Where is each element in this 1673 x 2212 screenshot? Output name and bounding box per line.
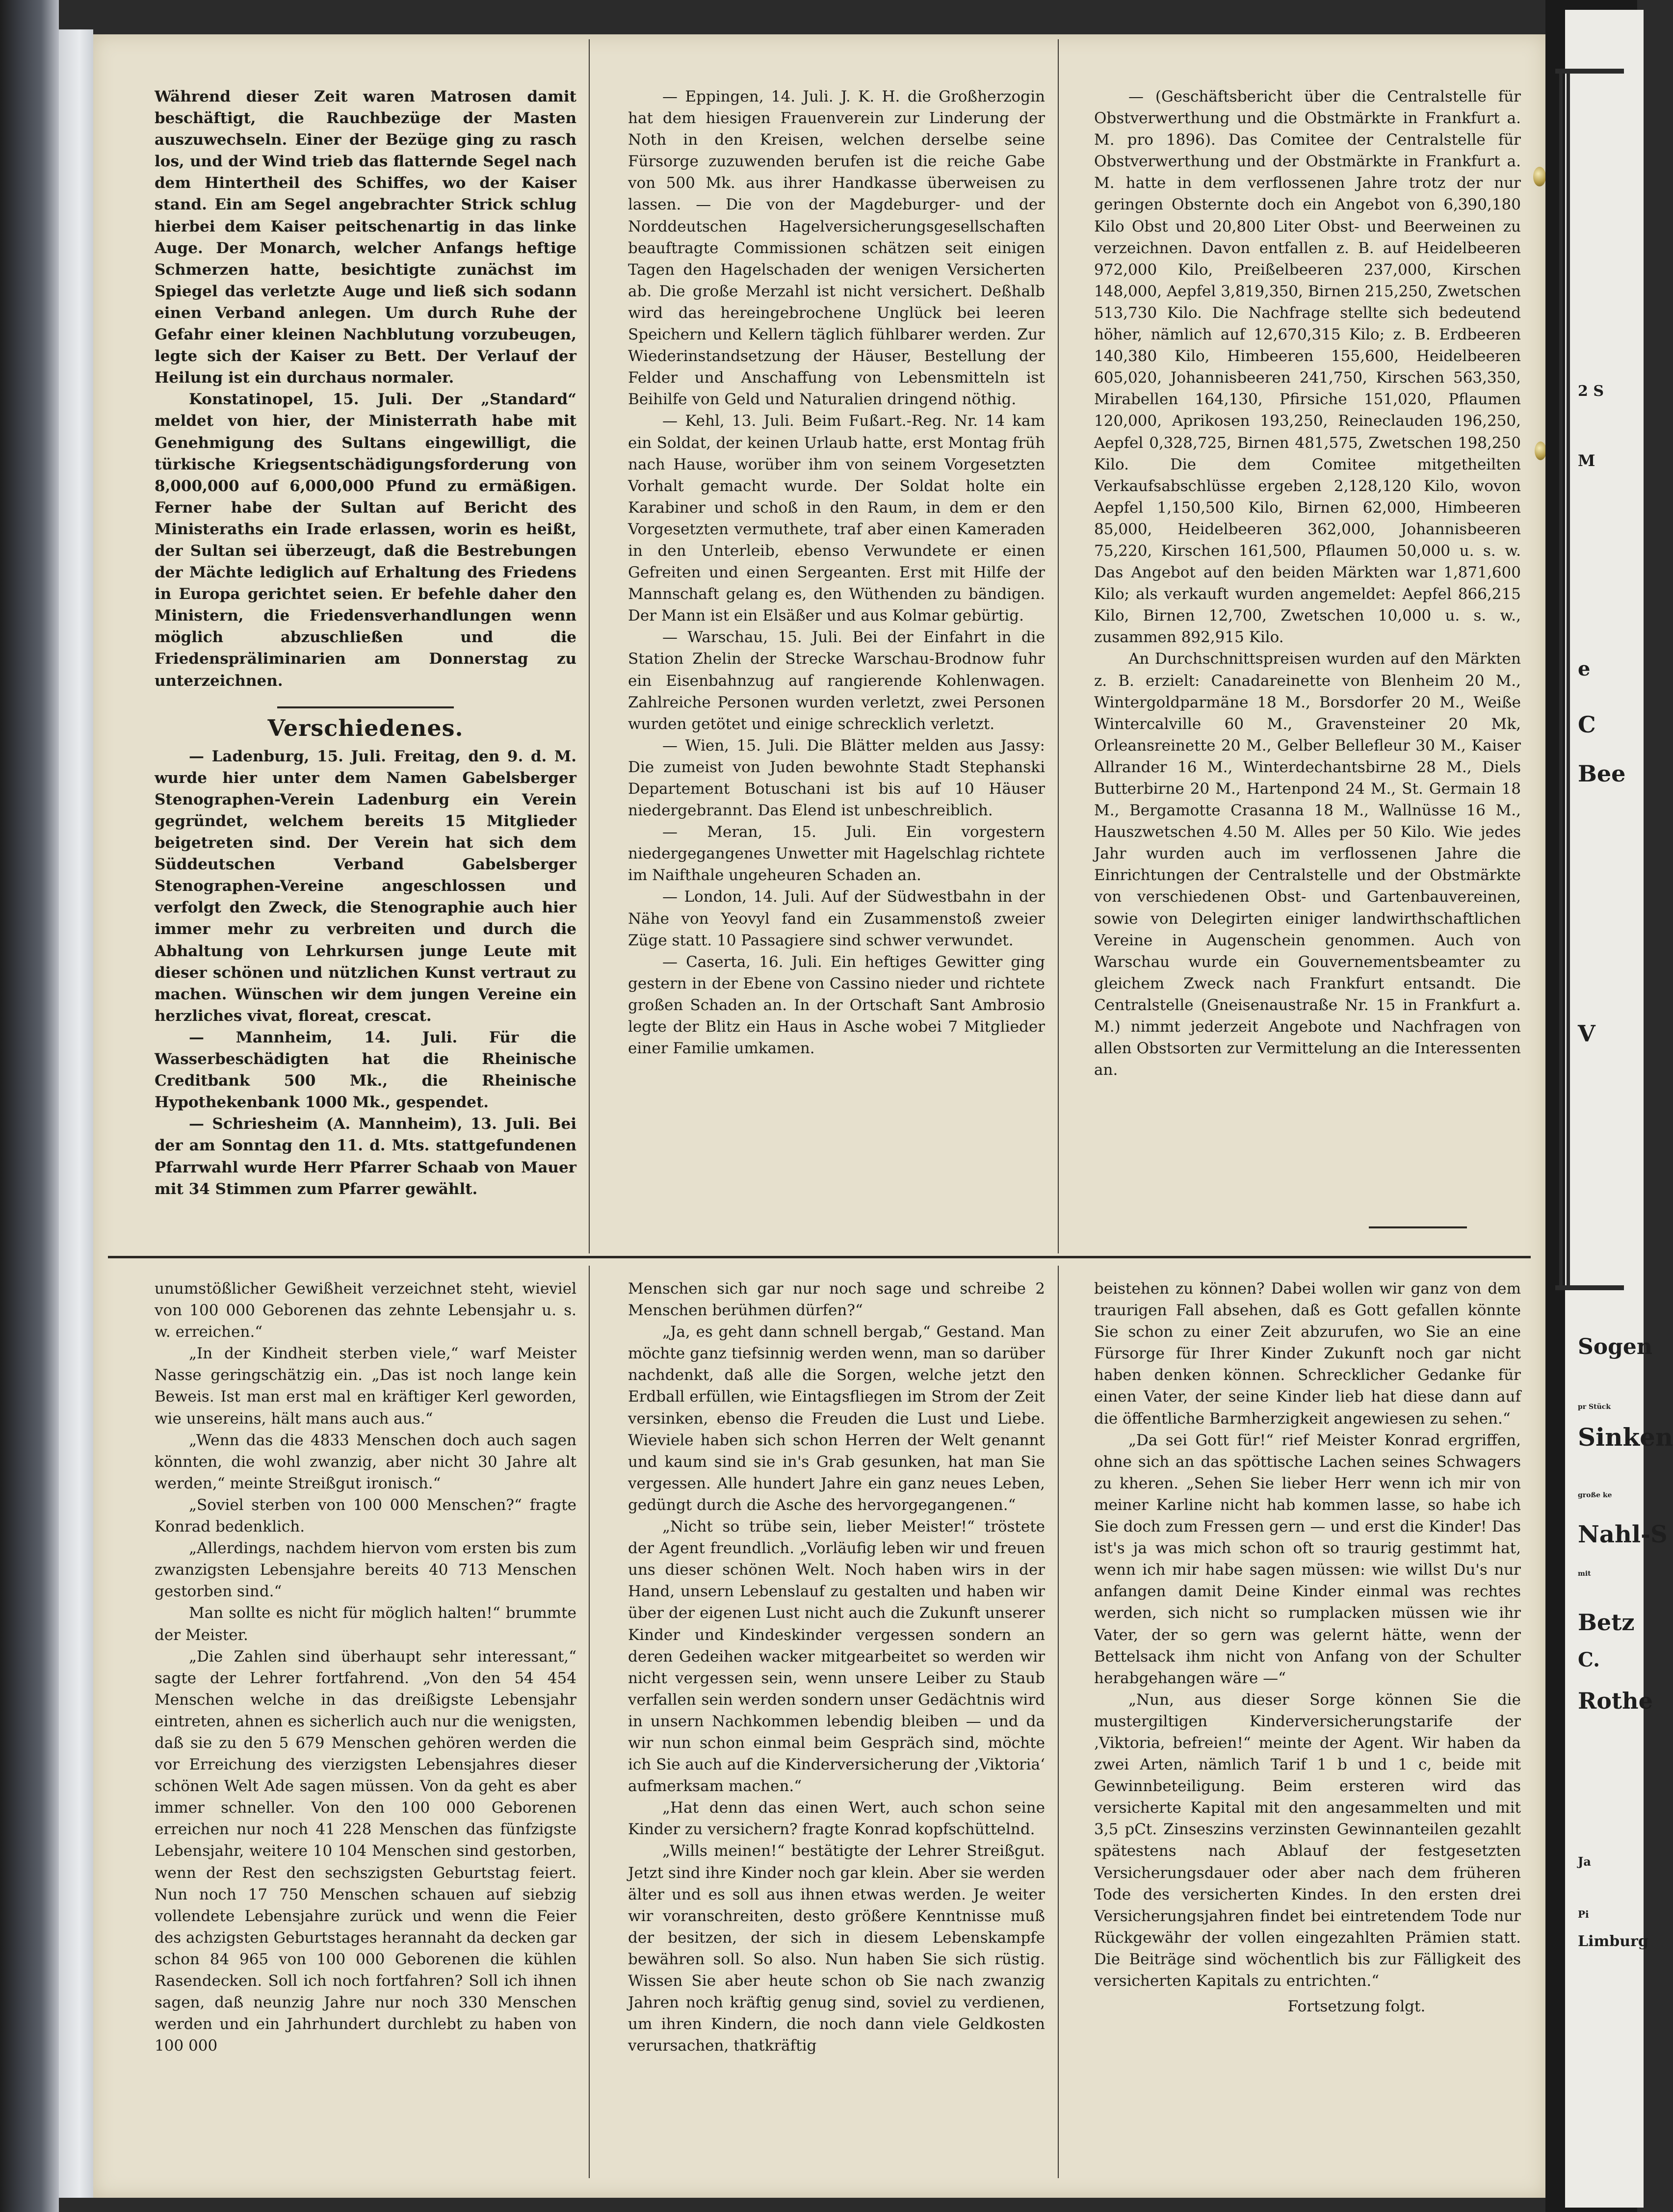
book-binding-edge	[0, 0, 59, 2212]
article-group-politics	[155, 86, 576, 692]
newspaper-page	[93, 34, 1545, 2198]
paragraph: An Durchschnittspreisen wurden auf den Märkten z. B. erzielt: Canadareinette von Blenheim 20 M., Wintergoldparmäne 18 M., Borsdorfer 20 M., Weiße Wintercalville 60 M., Gravensteiner 20 Mk, Orleansreinette 20 M., Gelber Bellefleur 30 M., Kaiser Allrander 16 M., Winterdechantsbirne 28 M., Diels Butterbirne 20 M., Hartenpond 24 M., St. Germain 18 M., Bergamotte Crasanna 18 M., Wallnüsse 16 M., Hauszwetschen 4.50 M. Alles per 50 Kilo. Wie jedes Jahr wurden auch im verflossenen Jahre die Einrichtungen der Centralstelle und der Obstmärkte von verschiedenen Obst- und Gartenbauvereinen, sowie von Delegirten einiger landwirthschaftlichen Vereine in Augenschein genommen. Auch von Warschau wurde ein Gouvernementsbeamter zu gleichem Zweck nach Frankfurt entsandt. Die Centralstelle (Gneisenaustraße Nr. 15 in Frankfurt a. M.) nimmt jederzeit Angebote und Nachfragen von allen Obstsorten zur Vermittelung an die Interessenten an.	[1094, 650, 1521, 1079]
adjacent-page-text-fragment: M	[1578, 451, 1595, 470]
adjacent-page-text-fragment: Limburg	[1578, 1933, 1648, 1950]
paragraph: „Nicht so trübe sein, lieber Meister!“ tröstete der Agent freundlich. „Vorläufig leben wir und freuen uns dieser schönen Welt. Noch haben wirs in der Hand, unsern Lebenslauf zu gestalten und haben wir über der eigenen Lust nicht auch die Zukunft unserer Kinder und Kindeskinder vergessen sondern an deren Gedeihen wacker mitgearbeitet so werden wir nicht vergessen sein, wenn unsere Leiber zu Staub verfallen sein werden sondern unser Gedächtnis wird in unsern Nachkommen lebendig bleiben — und da wir nun schon einmal beim Gespräch sind, möchte ich Sie auch auf die Kinderversicherung der ‚Viktoria‘ aufmerksam machen.“	[628, 1518, 1045, 1796]
paragraph: — Eppingen, 14. Juli. J. K. H. die Großherzogin hat dem hiesigen Frauenverein zur Linderung der Noth in den Kreisen, welchen derselbe seine Fürsorge zuzuwenden berufen ist die reiche Gabe von 500 Mk. aus ihrer Handkasse überweisen zu lassen. — Die von der Magdeburger- und der Norddeutschen Hagelversicherungsgesellschaften beauftragte Commissionen schätzen seit einigen Tagen den Hagelschaden der wenigen Versicherten ab. Die große Merzahl ist nicht versichert. Deßhalb wird das hereingebrochene Unglück bei leeren Speichern und Kellern täglich fühlbarer werden. Zur Wiederinstandsetzung der Häuser, Bestellung der Felder und Anschaffung von Lebensmitteln ist Beihilfe von Geld und Naturalien dringend nöthig.	[628, 88, 1045, 409]
adjacent-page-text-fragment: Nahl-S	[1578, 1521, 1668, 1548]
adjacent-page-rule	[1555, 69, 1624, 74]
section-divider-rule	[108, 1256, 1531, 1258]
adjacent-page-text-fragment: Pi	[1578, 1908, 1589, 1920]
column-divider-bottom-1	[589, 1266, 590, 2178]
paragraph: unumstößlicher Gewißheit verzeichnet steht, wieviel von 100 000 Geborenen das zehnte Lebensjahr u. s. w. erreichen.“	[155, 1280, 576, 1341]
adjacent-page-text-fragment: Sogen	[1578, 1334, 1652, 1359]
paragraph: — London, 14. Juli. Auf der Südwestbahn in der Nähe von Yeovyl fand ein Zusammenstoß zweier Züge statt. 10 Passagiere sind schwer verwundet.	[628, 888, 1045, 949]
continuation-note: Fortsetzung folgt.	[1287, 1998, 1426, 2016]
paragraph: „Die Zahlen sind überhaupt sehr interessant,“ sagte der Lehrer fortfahrend. „Von den 54 454 Menschen welche in das dreißigste Lebensjahr eintreten, ahnen es sicherlich auch nur die wenigsten, daß sie zu den 5 679 Menschen gehören werden die vor Erreichung des vierzigsten Lebensjahres dieser schönen Welt Ade sagen müssen. Von da geht es aber immer schneller. Von den 100 000 Geborenen erreichen nur noch 41 228 Menschen das fünfzigste Lebensjahr, weitere 10 104 Menschen sind gestorben, wenn der Rest den sechszigsten Geburtstag feiert. Nun noch 17 750 Menschen schauen auf siebzig vollendete Lebensjahre zurück und wenn die Feier des achzigsten Geburtstages herannaht da decken gar schon 84 965 von 100 000 Geborenen die kühlen Rasendecken. Soll ich noch fortfahren? Soll ich ihnen sagen, daß neunzig Jahre nur noch 330 Menschen werden und ein Jahrhundert durchlebt zu haben von 100 000	[155, 1647, 576, 2055]
column-divider-top-1	[589, 39, 590, 1253]
adjacent-page-text-fragment: C	[1578, 711, 1596, 738]
adjacent-page-text-fragment: Ja	[1578, 1854, 1591, 1869]
paragraph: — Schriesheim (A. Mannheim), 13. Juli. Bei der am Sonntag den 11. d. Mts. stattgefundenen Pfarrwahl wurde Herr Pfarrer Schaab von Mauer mit 34 Stimmen zum Pfarrer gewählt.	[155, 1115, 576, 1198]
feuilleton-text-3	[1094, 1278, 1521, 1992]
paragraph: „Allerdings, nachdem hiervon vom ersten bis zum zwanzigsten Lebensjahre bereits 40 713 Menschen gestorben sind.“	[155, 1539, 576, 1601]
paragraph: „Wills meinen!“ bestätigte der Lehrer Streißgut. Jetzt sind ihre Kinder noch gar klein. Aber sie werden älter und es soll aus ihnen etwas werden. Je weiter wir voranschreiten, desto größere Kenntnisse muß der besitzen, der sich in diesem Lebenskampfe bewähren soll. So also. Nun haben Sie sich rüstig. Wissen Sie aber heute schon ob Sie nach zwanzig Jahren noch kräftig genug sind, soviel zu verdienen, um ihren Kindern, die noch dann viele Geldkosten verursachen, thatkräftig	[628, 1842, 1045, 2055]
adjacent-page	[1545, 0, 1673, 2212]
adjacent-page-rule	[1555, 1285, 1624, 1290]
paragraph: — (Geschäftsbericht über die Centralstelle für Obstverwerthung und die Obstmärkte in Frankfurt a. M. pro 1896). Das Comitee der Centralstelle für Obstverwerthung und der Obstmärkte in Frankfurt a. M. hatte in dem verflossenen Jahre trotz der nur geringen Obsternte doch ein Angebot von 6,390,180 Kilo Obst und 20,800 Liter Obst- und Beerweinen zu verzeichnen. Davon entfallen z. B. auf Heidelbeeren 972,000 Kilo, Preißelbeeren 237,000, Kirschen 148,000, Aepfel 3,819,350, Birnen 215,250, Zwetschen 513,730 Kilo. Die Nachfrage stellte sich bedeutend höher, nämlich auf 12,670,315 Kilo; z. B. Erdbeeren 140,380 Kilo, Himbeeren 155,600, Heidelbeeren 605,020, Johannisbeeren 241,750, Kirschen 563,350, Mirabellen 164,130, Pfirsiche 151,020, Pflaumen 120,000, Aprikosen 193,250, Reineclauden 196,250, Aepfel 0,328,725, Birnen 481,575, Zwetschen 198,250 Kilo. Die dem Comitee mitgetheilten Verkaufsabschlüsse ergeben 2,128,120 Kilo, wovon Aepfel 1,150,500 Kilo, Birnen 62,000, Himbeeren 85,000, Heidelbeeren 362,000, Johannisbeeren 75,220, Kirschen 161,500, Pflaumen 50,000 u. s. w. Das Angebot auf den beiden Märkten war 1,871,600 Kilo; als verkauft wurden angemeldet: Aepfel 866,215 Kilo, Birnen 12,700, Zwetschen 10,000 u. s. w., zusammen 892,915 Kilo.	[1094, 88, 1521, 647]
paragraph: — Kehl, 13. Juli. Beim Fußart.-Reg. Nr. 14 kam ein Soldat, der keinen Urlaub hatte, erst Montag früh nach Hause, worüber ihm von seinem Vorgesetzten Vorhalt gemacht wurde. Der Soldat holte ein Karabiner und schoß in den Raum, in dem er den Vorgesetzten vermuthete, traf aber einen Kameraden in den Unterleib, ebenso Verwundete er einen Gefreiten und einen Sergeanten. Erst mit Hilfe der Mannschaft gelang es, den Wüthenden zu bändigen. Der Mann ist ein Elsäßer und aus Kolmar gebürtig.	[628, 412, 1045, 625]
paragraph: „Nun, aus dieser Sorge können Sie die mustergiltigen Kinderversicherungstarife der ‚Viktoria, befreien!“ meinte der Agent. Wir haben da zwei Arten, nämlich Tarif 1 b und 1 c, beide mit Gewinnbeteiligung. Beim ersteren wird das versicherte Kapital mit den angesammelten und mit 3,5 pCt. Zinseszins verzinsten Gewinnanteilen gezahlt spätestens nach Ablauf der festgesetzten Versicherungsdauer oder aber nach dem früheren Tode des versicherten Kindes. In den ersten drei Versicherungsjahren findet bei eintretendem Tode nur Rückgewähr der vollen eingezahlten Prämien statt. Die Beiträge sind wöchentlich bis zur Fälligkeit des versicherten Kapitals zu entrichten.“	[1094, 1691, 1521, 1990]
paragraph: „In der Kindheit sterben viele,“ warf Meister Nasse geringschätzig ein. „Das ist noch lange kein Beweis. Ist man erst mal en kräftiger Kerl geworden, wie unsereins, hält mans auch aus.“	[155, 1345, 576, 1428]
paragraph: — Wien, 15. Juli. Die Blätter melden aus Jassy: Die zumeist von Juden bewohnte Stadt Stephanski Departement Botuschani ist bis auf 10 Häuser niedergebrannt. Das Elend ist unbeschreiblich.	[628, 736, 1045, 820]
adjacent-page-text-fragment: Bee	[1578, 760, 1626, 787]
paragraph: „Da sei Gott für!“ rief Meister Konrad ergriffen, ohne sich an das spöttische Lachen seines Schwagers zu kheren. „Sehen Sie lieber Herr wenn ich mir von meiner Karline nicht hab kommen lasse, so habe ich Sie doch zum Fressen gern — und erst die Kinder! Das ist's ja was mich schon oft so traurig gestimmt hat, wenn ich mir habe sagen müssen: wie willst Du's nur anfangen damit Deine Kinder einmal was rechtes werden, sich nicht so rumplacken müssen wie ihr Vater, der so gern was gelernt hätte, wenn der Bettelsack ihm nicht von Anfang von der Schulter herabgehangen wäre —“	[1094, 1431, 1521, 1687]
adjacent-page-text-fragment: mit	[1578, 1570, 1591, 1578]
article-group-fruit-report	[1094, 86, 1521, 1081]
paragraph: — Warschau, 15. Juli. Bei der Einfahrt in die Station Zhelin der Strecke Warschau-Brodnow fuhr ein Eisenbahnzug auf rangierende Kohlenwagen. Zahlreiche Personen wurden verletzt, zwei Personen wurden getötet und einige schrecklich verletzt.	[628, 628, 1045, 733]
paragraph: „Ja, es geht dann schnell bergab,“ Gestand. Man möchte ganz tiefsinnig werden wenn, man so darüber nachdenkt, daß alle die Sorgen, welche jetzt den Erdball erfüllen, wie Eintagsfliegen im Strom der Zeit versinken, ebenso die Freuden die Lust und Liebe. Wieviele haben sich schon Herren der Welt genannt und kaum sind sie in's Grab gesunken, hat man Sie vergessen. Alle hundert Jahre ein ganz neues Leben, gedüngt durch die Asche des hervorgegangenen.“	[628, 1323, 1045, 1514]
paragraph: — Caserta, 16. Juli. Ein heftiges Gewitter ging gestern in der Ebene von Cassino nieder und richtete großen Schaden an. In der Ortschaft Sant Ambrosio legte der Blitz ein Haus in Asche wobei 7 Mitglieder einer Familie umkamen.	[628, 953, 1045, 1058]
adjacent-page-text-fragment: Sinken	[1578, 1423, 1673, 1452]
news-column-1	[155, 86, 576, 1200]
book-binding-paper-edge	[59, 29, 93, 2198]
paragraph: „Wenn das die 4833 Menschen doch auch sagen könnten, die wohl zwanzig, aber nicht 30 Jahre alt werden,“ meinte Streißgut ironisch.“	[155, 1431, 576, 1492]
feuilleton-text-2	[628, 1278, 1045, 2056]
adjacent-page-text-fragment: C.	[1578, 1648, 1600, 1671]
news-column-3	[1094, 86, 1521, 1081]
feuilleton-column-2	[628, 1278, 1045, 2056]
adjacent-page-text-fragment: Rothe	[1578, 1688, 1653, 1714]
paragraph: Konstatinopel, 15. Juli. Der „Standard“ meldet von hier, der Ministerrath habe mit Genehmigung des Sultans eingewilligt, die türkische Kriegsentschädigungsforderung von 8,000,000 auf 6,000,000 Pfund zu ermäßigen. Ferner habe der Sultan auf Bericht des Ministeraths ein Irade erlassen, worin es heißt, der Sultan sei überzeugt, daß die Bestrebungen der Mächte lediglich auf Erhaltung des Friedens in Europa gerichtet seien. Er befehle daher den Ministern, die Friedensverhandlungen wenn möglich abzuschließen und die Friedenspräliminarien am Donnerstag zu unterzeichnen.	[155, 390, 576, 690]
adjacent-page-text-fragment: 2 S	[1578, 383, 1604, 400]
adjacent-page-text-fragment: e	[1578, 657, 1591, 680]
column-divider-top-2	[1058, 39, 1059, 1253]
feuilleton-text-1	[155, 1278, 576, 2056]
paragraph: — Mannheim, 14. Juli. Für die Wasserbeschädigten hat die Rheinische Creditbank 500 Mk., die Rheinische Hypothekenbank 1000 Mk., gespendet.	[155, 1028, 576, 1112]
paragraph: „Soviel sterben von 100 000 Menschen?“ fragte Konrad bedenklich.	[155, 1496, 576, 1536]
end-rule	[1369, 1226, 1467, 1228]
article-group-local	[155, 746, 576, 1200]
paragraph: beistehen zu können? Dabei wollen wir ganz von dem traurigen Fall absehen, daß es Gott gefallen könnte Sie schon zu einer Zeit abzurufen, wo Sie an eine Fürsorge für Ihrer Kinder Zukunft noch gar nicht haben denken können. Schrecklicher Gedanke für einen Vater, der seine Kinder lieb hat diese dann auf die öffentliche Barmherzigkeit angewiesen zu sehen.“	[1094, 1280, 1521, 1428]
feuilleton-column-3	[1094, 1278, 1521, 2017]
feuilleton-column-1	[155, 1278, 576, 2056]
news-column-2	[628, 86, 1045, 1059]
adjacent-page-ornament-border	[1559, 74, 1624, 1285]
binding-pin-top	[1533, 167, 1546, 186]
paragraph: — Meran, 15. Juli. Ein vorgestern niedergegangenes Unwetter mit Hagelschlag richtete im Naifthale ungeheuren Schaden an.	[628, 823, 1045, 885]
paragraph: — Ladenburg, 15. Juli. Freitag, den 9. d. M. wurde hier unter dem Namen Gabelsberger Stenographen-Verein Ladenburg ein Verein gegründet, welchem bereits 15 Mitglieder beigetreten sind. Der Verein hat sich dem Süddeutschen Verband Gabelsberger Stenographen-Vereine angeschlossen und verfolgt den Zweck, die Stenographie auch hier immer mehr zu verbreiten und durch die Abhaltung von Lehrkursen junge Leute mit dieser schönen und nützlichen Kunst vertraut zu machen. Wünschen wir dem jungen Vereine ein herzliches vivat, floreat, crescat.	[155, 747, 576, 1025]
paragraph: Menschen sich gar nur noch sage und schreibe 2 Menschen berühmen dürfen?“	[628, 1280, 1045, 1320]
adjacent-page-text-fragment: V	[1578, 1020, 1595, 1047]
article-group-news	[628, 86, 1045, 1059]
column-divider-bottom-2	[1058, 1266, 1059, 2178]
adjacent-page-text-fragment: große ke	[1578, 1491, 1612, 1499]
paragraph: Während dieser Zeit waren Matrosen damit beschäftigt, die Rauchbezüge der Masten auszuwechseln. Einer der Bezüge ging zu rasch los, und der Wind trieb das flatternde Segel nach dem Hintertheil des Schiffes, wo der Kaiser stand. Ein am Segel angebrachter Strick schlug hierbei dem Kaiser peitschenartig in das linke Auge. Der Monarch, welcher Anfangs heftige Schmerzen hatte, besichtigte zunächst im Spiegel das verletzte Auge und ließ sich sodann einen Verband anlegen. Um durch Ruhe der Gefahr einer kleinen Nachblutung vorzubeugen, legte sich der Kaiser zu Bett. Der Verlauf der Heilung ist ein durchaus normaler.	[155, 88, 576, 387]
paragraph: „Hat denn das einen Wert, auch schon seine Kinder zu versichern? fragte Konrad kopfschüttelnd.	[628, 1799, 1045, 1839]
adjacent-page-text-fragment: Betz	[1578, 1609, 1635, 1636]
binding-pin-mid	[1535, 442, 1546, 460]
paragraph: Man sollte es nicht für möglich halten!“ brummte der Meister.	[155, 1604, 576, 1644]
adjacent-page-text-fragment: pr Stück	[1578, 1403, 1611, 1411]
section-rule-short	[277, 706, 454, 708]
section-heading-verschiedenes: Verschiedenes.	[267, 714, 464, 741]
